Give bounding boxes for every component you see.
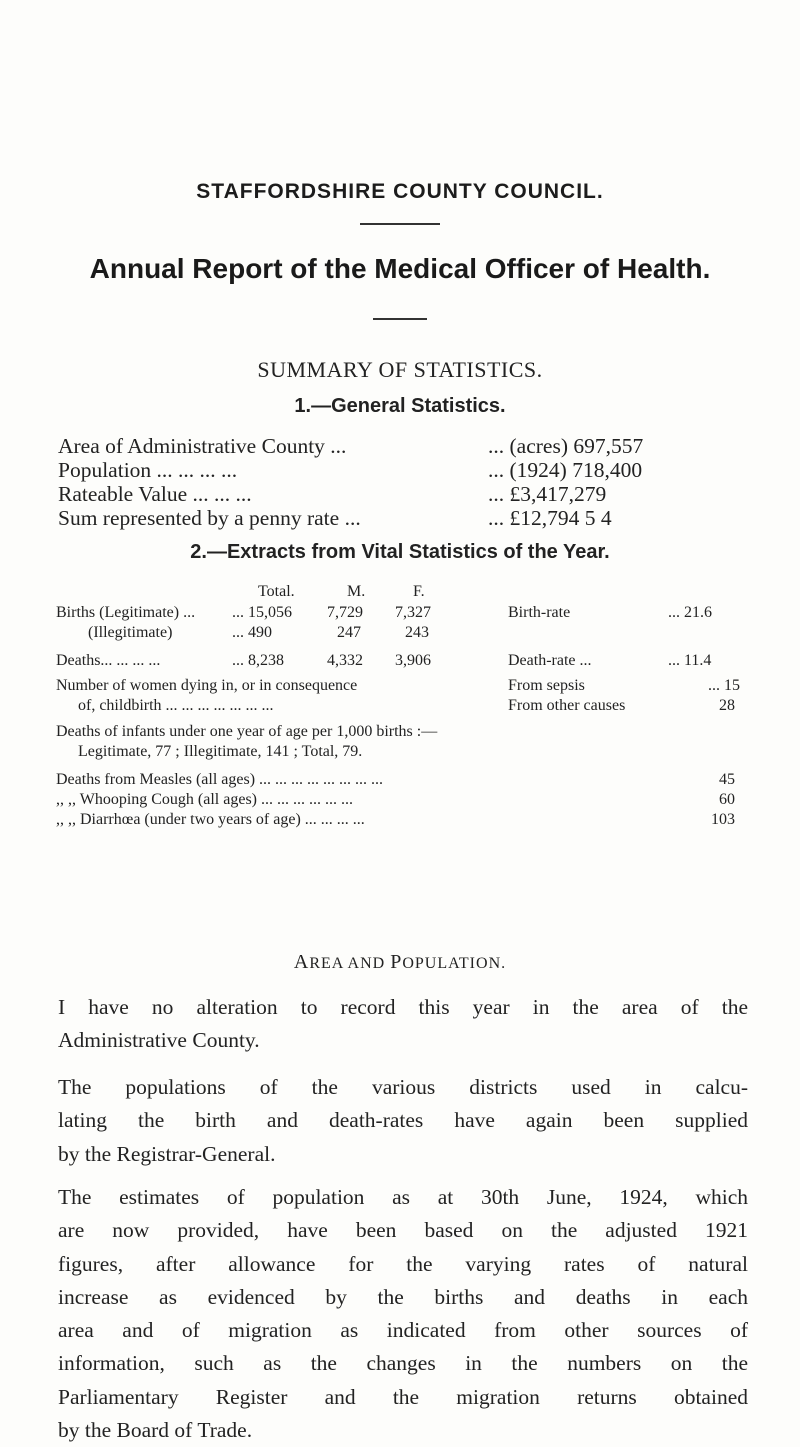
deaths-total: ... 8,238 [232,652,284,669]
births-legitimate-label: Births (Legitimate) ... [56,604,196,621]
birth-rate-value: ... 21.6 [668,604,712,621]
penny-rate-value: ... £12,794 5 4 [488,506,612,530]
maternal-deaths-line2: of, childbirth ... ... ... ... ... ... ... [78,697,274,714]
col-header-total: Total. [258,583,295,600]
area-label: Area of Administrative County ... [58,434,347,458]
divider [360,223,440,225]
births-illegitimate-total: ... 490 [232,624,272,641]
births-legitimate-f: 7,327 [395,604,431,621]
paragraph-1: I have no alteration to record this year in the area of the Administrative County. [58,995,748,1053]
births-illegitimate-f: 243 [405,624,429,641]
sepsis-value: ... 15 [708,677,740,694]
other-causes-label: From other causes [508,697,626,714]
whooping-cough-deaths-value: 60 [719,791,735,808]
diarrhoea-deaths-value: 103 [711,811,735,828]
infant-mortality-line2: Legitimate, 77 ; Illegitimate, 141 ; Total, 79. [78,743,363,760]
maternal-deaths-line1: Number of women dying in, or in consequence [56,677,358,694]
col-header-m: M. [347,583,366,600]
deaths-m: 4,332 [327,652,363,669]
measles-deaths-label: Deaths from Measles (all ages) ... ... ... ... ... ... ... ... [56,771,384,788]
population-label: Population ... ... ... ... [58,458,238,482]
births-illegitimate-m: 247 [337,624,361,641]
col-header-f: F. [413,583,425,600]
other-causes-value: 28 [719,697,735,714]
measles-deaths-value: 45 [719,771,735,788]
sepsis-label: From sepsis [508,677,585,694]
deaths-f: 3,906 [395,652,431,669]
death-rate-value: ... 11.4 [668,652,712,669]
rateable-value-label: Rateable Value ... ... ... [58,482,252,506]
deaths-label: Deaths... ... ... ... [56,652,161,669]
paragraph-2: The populations of the various districts used in calcu- lating the birth and death-rates have again been supplied by the Registrar-General. [58,1075,748,1166]
area-population-heading: AREA AND POPULATION. [293,951,507,973]
births-illegitimate-label: (Illegitimate) [88,624,173,641]
summary-title: SUMMARY OF STATISTICS. [257,357,543,382]
birth-rate-label: Birth-rate [508,604,571,621]
divider [373,318,427,320]
population-value: ... (1924) 718,400 [488,458,643,482]
whooping-cough-deaths-label: ,, ,, Whooping Cough (all ages) ... ... ... ... ... ... [56,791,354,808]
paragraph-3: The estimates of population as at 30th June, 1924, which are now provided, have been based on the adjusted 1921 figures, after allowance for the varying rates of natural increase as evidenced by the births and deaths in each area and of migration as indicated from other sources of information, such as the changes in the numbers on the Parliamentary Register and the migration returns obtained by the Board of Trade. [58,1185,748,1443]
births-legitimate-total: ... 15,056 [232,604,292,621]
report-title: Annual Report of the Medical Officer of Health. [89,253,711,284]
general-statistics-heading: 1.—General Statistics. [294,395,506,417]
death-rate-label: Death-rate ... [508,652,592,669]
area-value: ... (acres) 697,557 [488,434,644,458]
infant-mortality-line1: Deaths of infants under one year of age per 1,000 births :— [56,723,438,740]
vital-statistics-heading: 2.—Extracts from Vital Statistics of the Year. [190,541,610,563]
penny-rate-label: Sum represented by a penny rate ... [58,506,361,530]
rateable-value-value: ... £3,417,279 [488,482,607,506]
council-title: STAFFORDSHIRE COUNTY COUNCIL. [196,180,604,203]
diarrhoea-deaths-label: ,, ,, Diarrhœa (under two years of age) ... ... ... ... [56,811,365,828]
births-legitimate-m: 7,729 [327,604,363,621]
